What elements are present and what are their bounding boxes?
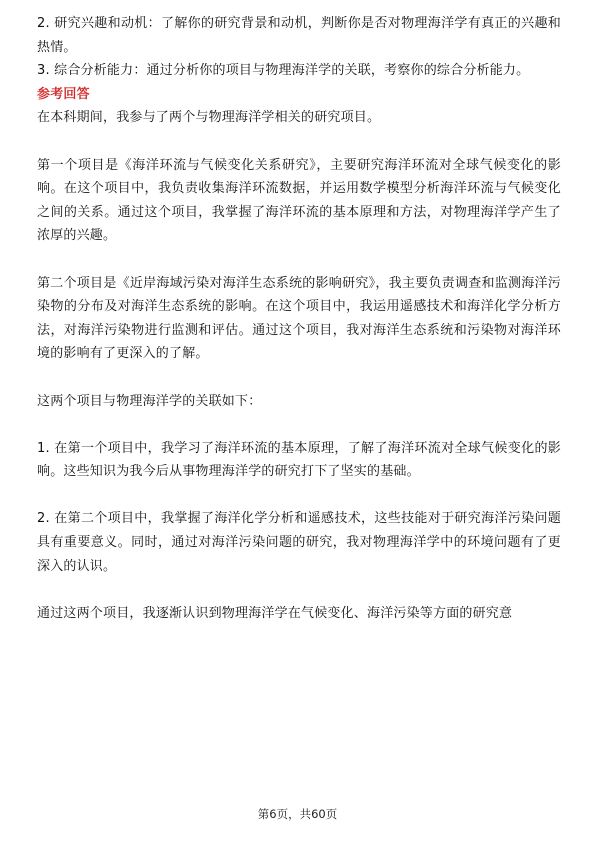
page-content <box>37 12 561 625</box>
spacer <box>37 366 561 390</box>
spacer <box>37 248 561 272</box>
intro-point-2: 2. 研究兴趣和动机：了解你的研究背景和动机，判断你是否对物理海洋学有真正的兴趣和热情。 <box>37 16 561 55</box>
paragraph-conclusion: 通过这两个项目，我逐渐认识到物理海洋学在气候变化、海洋污染等方面的研究意 <box>37 605 513 621</box>
spacer <box>37 578 561 602</box>
paragraph-relation-2: 2. 在第二个项目中，我掌握了海洋化学分析和遥感技术，这些技能对于研究海洋污染问题具有重要意义。同时，通过对海洋污染问题的研究，我对物理海洋学中的环境问题有了更深入的认识。 <box>37 511 561 574</box>
spacer <box>37 130 561 154</box>
paragraph-intro: 在本科期间，我参与了两个与物理海洋学相关的研究项目。 <box>37 110 381 126</box>
spacer <box>37 413 561 437</box>
paragraph-project-2: 第二个项目是《近岸海域污染对海洋生态系统的影响研究》，我主要负责调查和监测海洋污染物的分布及对海洋生态系统的影响。在这个项目中，我运用遥感技术和海洋化学分析方法，对海洋污染物进行监测和评估。通过这个项目，我对海洋生态系统和污染物对海洋环境的影响有了更深入的了解。 <box>37 275 561 362</box>
paragraph-project-1: 第一个项目是《海洋环流与气候变化关系研究》，主要研究海洋环流对全球气候变化的影响。在这个项目中，我负责收集海洋环流数据，并运用数学模型分析海洋环流与气候变化之间的关系。通过这个项目，我掌握了海洋环流的基本原理和方法，对物理海洋学产生了浓厚的兴趣。 <box>37 157 561 244</box>
answer-heading: 参考回答 <box>37 86 90 102</box>
page-number: 第6页，共60页 <box>257 807 338 821</box>
paragraph-relation-intro: 这两个项目与物理海洋学的关联如下： <box>37 393 262 409</box>
intro-point-3: 3. 综合分析能力：通过分析你的项目与物理海洋学的关联，考察你的综合分析能力。 <box>37 63 530 79</box>
spacer <box>37 484 561 508</box>
paragraph-relation-1: 1. 在第一个项目中，我学习了海洋环流的基本原理，了解了海洋环流对全球气候变化的影响。这些知识为我今后从事物理海洋学的研究打下了坚实的基础。 <box>37 440 561 480</box>
